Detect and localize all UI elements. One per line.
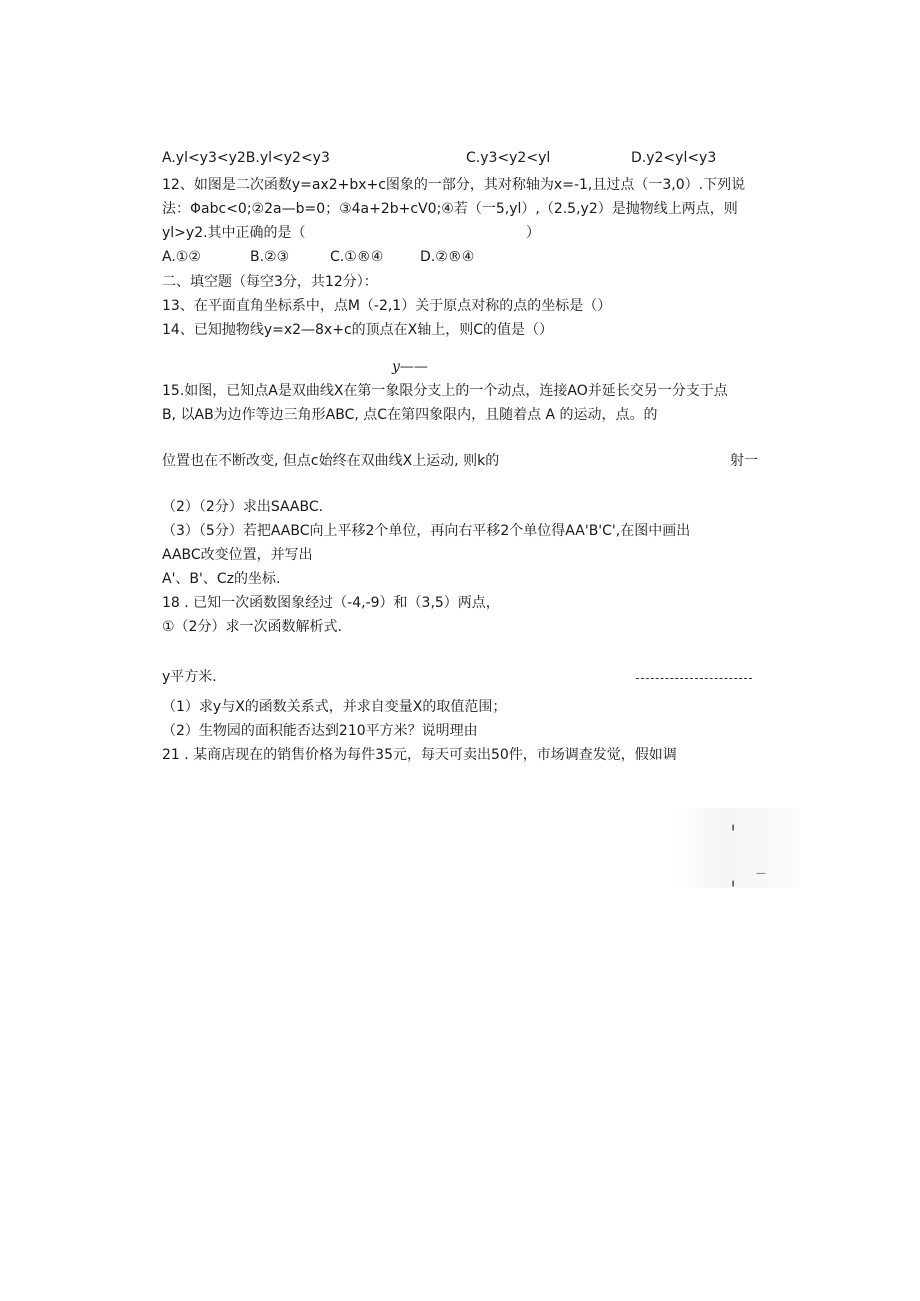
q11-option-ab: A.yl<y3<y2B.yl<y2<y3: [162, 150, 330, 166]
q18-line-2: ①（2分）求一次函数解析式.: [162, 619, 342, 635]
q20-fragment: y平方米.: [162, 669, 217, 685]
q12-line-3-close: ）: [526, 225, 540, 241]
q21-text: 21 . 某商店现在的销售价格为每件35元，每天可卖出50件，市场调查发觉，假如调: [162, 747, 677, 763]
q17-part-3-line-2: AABC改变位置，并写出: [162, 547, 313, 563]
q12-line-1: 12、如图是二次函数y=ax2+bx+c图象的一部分，其对称轴为x=-1,且过点（一3,0）.下列说: [162, 177, 746, 193]
q12-line-3: yl>y2.其中正确的是（: [162, 225, 306, 241]
q18-line-1: 18 . 已知一次函数图象经过（-4,-9）和（3,5）两点，: [162, 595, 500, 611]
q15-line-2: B, 以AB为边作等边三角形ABC, 点C在第四象限内，且随着点 A 的运动，点。的: [162, 407, 658, 423]
q12-line-2: 法：Φabc<0;②2a—b=0；③4a+2b+cV0;④若（一5,yl）,（2.5,y2）是抛物线上两点，则: [162, 201, 738, 217]
q13-text: 13、在平面直角坐标系中，点M（-2,1）关于原点对称的点的坐标是（）: [162, 298, 612, 314]
q12-option-d: D.②®④: [420, 249, 475, 265]
faint-figure-remnant: [676, 808, 800, 888]
q15-line-1: 15.如图，已知点A是双曲线X在第一象限分支上的一个动点，连接AO并延长交另一分支于点: [162, 383, 728, 399]
q12-option-b: B.②③: [250, 249, 290, 265]
q15-line-3-right: 射一: [730, 453, 758, 469]
q20-part-1: （1）求y与X的函数关系式，并求自变量X的取值范围；: [162, 699, 507, 715]
q11-option-c: C.y3<y2<yl: [466, 150, 551, 166]
figure-mark-top: ╻: [730, 820, 737, 831]
section-heading-fill-in: 二、填空题（每空3分，共12分）：: [162, 274, 378, 290]
q15-line-3: 位置也在不断改变, 但点c始终在双曲线X上运动, 则k的: [162, 453, 500, 469]
q20-part-2: （2）生物园的面积能否达到210平方米？说明理由: [162, 723, 478, 739]
figure-mark-bottom: ╻: [730, 876, 737, 887]
q11-option-d: D.y2<yl<y3: [631, 150, 717, 166]
answer-blank-dashes: [636, 678, 752, 679]
q17-part-2: （2）（2分）求出SAABC.: [162, 499, 324, 515]
q17-part-3-line-3: A'、B'、Cz的坐标.: [162, 571, 281, 587]
q14-text: 14、已知抛物线y=x2—8x+c的顶点在X轴上，则C的值是（）: [162, 322, 554, 338]
q12-option-c: C.①®④: [330, 249, 384, 265]
q17-part-3-line-1: （3）（5分）若把AABC向上平移2个单位，再向右平移2个单位得AA'B'C',在图中画出: [162, 523, 691, 539]
q12-option-a: A.①②: [162, 249, 201, 265]
formula-fragment-y: y——: [392, 359, 428, 375]
figure-mark-dash: —: [756, 868, 766, 879]
